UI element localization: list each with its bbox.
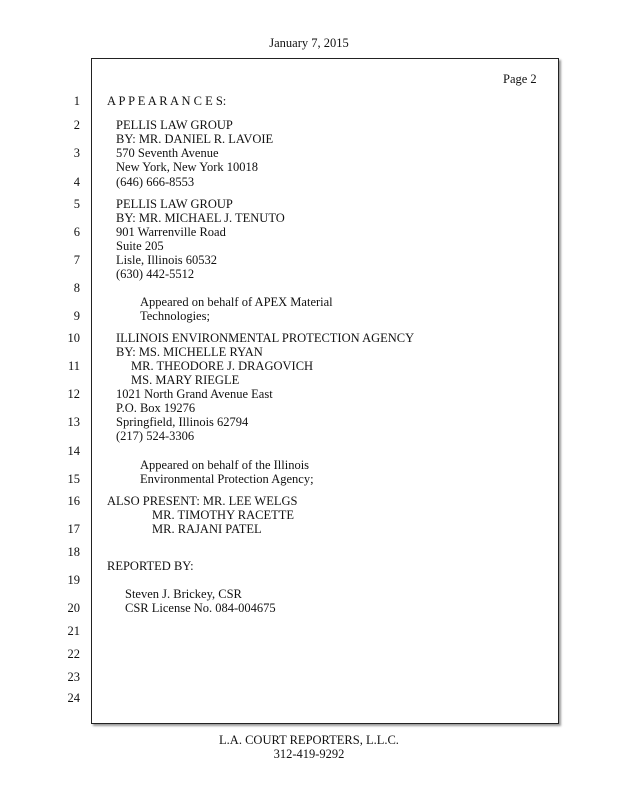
firm2-behalf-cont: Technologies; xyxy=(140,309,210,323)
agency-city: Springfield, Illinois 62794 xyxy=(116,415,249,429)
line-number: 21 xyxy=(67,624,80,638)
line-number: 20 xyxy=(67,601,80,615)
firm2-phone: (630) 442-5512 xyxy=(116,267,195,281)
firm2-address: 901 Warrenville Road xyxy=(116,225,226,239)
firm1-name: PELLIS LAW GROUP xyxy=(116,118,233,132)
firm2-name: PELLIS LAW GROUP xyxy=(116,197,233,211)
reporter-name: Steven J. Brickey, CSR xyxy=(125,587,242,601)
reported-by-label: REPORTED BY: xyxy=(107,559,194,573)
firm1-phone: (646) 666-8553 xyxy=(116,175,195,189)
appearances-heading: A P P E A R A N C E S: xyxy=(107,94,227,108)
line-number: 1 xyxy=(73,94,80,108)
firm2-city: Lisle, Illinois 60532 xyxy=(116,253,218,267)
firm1-attorney: BY: MR. DANIEL R. LAVOIE xyxy=(116,132,274,146)
footer-company: L.A. COURT REPORTERS, L.L.C. xyxy=(219,733,399,747)
agency-behalf-cont: Environmental Protection Agency; xyxy=(140,472,314,486)
line-number: 17 xyxy=(67,522,80,536)
line-number: 7 xyxy=(73,253,80,267)
firm1-city: New York, New York 10018 xyxy=(116,160,259,174)
line-number: 3 xyxy=(73,146,80,160)
firm2-suite: Suite 205 xyxy=(116,239,164,253)
line-number: 11 xyxy=(67,359,80,373)
line-number: 6 xyxy=(73,225,80,239)
line-number: 2 xyxy=(73,118,80,132)
line-number: 9 xyxy=(73,309,80,323)
firm2-attorney: BY: MR. MICHAEL J. TENUTO xyxy=(116,211,285,225)
agency-attorney: BY: MS. MICHELLE RYAN xyxy=(116,345,263,359)
line-number: 10 xyxy=(67,331,80,345)
footer-phone: 312-419-9292 xyxy=(273,747,345,761)
line-number: 22 xyxy=(67,647,80,661)
line-number: 13 xyxy=(67,415,80,429)
page-number: Page 2 xyxy=(503,72,537,86)
line-number: 8 xyxy=(73,281,80,295)
line-number: 14 xyxy=(67,444,80,458)
agency-attorney-3: MS. MARY RIEGLE xyxy=(131,373,240,387)
firm2-behalf: Appeared on behalf of APEX Material xyxy=(140,295,333,309)
line-number: 24 xyxy=(67,691,80,705)
line-number: 15 xyxy=(67,472,80,486)
agency-attorney-2: MR. THEODORE J. DRAGOVICH xyxy=(131,359,314,373)
line-number: 16 xyxy=(67,494,80,508)
line-number: 23 xyxy=(67,670,80,684)
also-present: ALSO PRESENT: MR. LEE WELGS xyxy=(107,494,298,508)
reporter-license: CSR License No. 084-004675 xyxy=(125,601,276,615)
also-present-2: MR. TIMOTHY RACETTE xyxy=(152,508,295,522)
firm1-address: 570 Seventh Avenue xyxy=(116,146,219,160)
also-present-3: MR. RAJANI PATEL xyxy=(152,522,262,536)
agency-behalf: Appeared on behalf of the Illinois xyxy=(140,458,310,472)
agency-phone: (217) 524-3306 xyxy=(116,429,195,443)
line-number: 5 xyxy=(73,197,80,211)
agency-po-box: P.O. Box 19276 xyxy=(116,401,196,415)
line-number: 19 xyxy=(67,573,80,587)
agency-address: 1021 North Grand Avenue East xyxy=(116,387,273,401)
line-number: 18 xyxy=(67,545,80,559)
line-number: 12 xyxy=(67,387,80,401)
header-date: January 7, 2015 xyxy=(269,36,349,50)
line-number: 4 xyxy=(73,175,80,189)
agency-name: ILLINOIS ENVIRONMENTAL PROTECTION AGENCY xyxy=(116,331,415,345)
